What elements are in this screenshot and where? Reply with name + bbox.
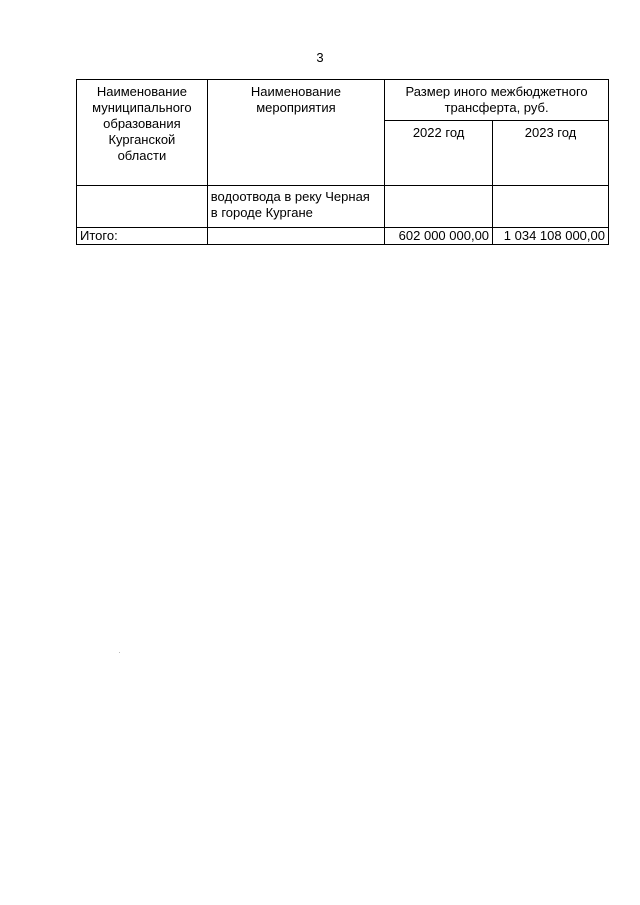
header-municipality-line: образования <box>103 116 181 131</box>
header-event-line: мероприятия <box>256 100 336 115</box>
total-event <box>207 228 384 245</box>
header-year-2023: 2023 год <box>493 121 609 186</box>
cell-event-line: в городе Кургане <box>210 205 313 220</box>
header-transfer-line: трансферта, руб. <box>444 100 549 115</box>
header-event-line: Наименование <box>250 84 342 99</box>
total-label: Итого: <box>77 228 208 245</box>
total-row <box>77 228 609 245</box>
total-value-2022: 602 000 000,00 <box>385 228 493 245</box>
cell-event-line: водоотвода в реку Черная <box>210 189 370 204</box>
header-municipality-line: муниципального <box>92 100 192 115</box>
header-municipality-line: Наименование <box>96 84 187 99</box>
cell-municipality <box>77 186 208 228</box>
transfer-table <box>76 79 609 245</box>
cell-value-2022 <box>385 186 493 228</box>
header-year-2022: 2022 год <box>385 121 493 186</box>
header-row-top <box>77 80 609 121</box>
header-municipality <box>77 80 208 186</box>
cell-value-2023 <box>493 186 609 228</box>
header-municipality-line: области <box>117 148 167 163</box>
header-transfer-size <box>385 80 609 121</box>
page-number: 3 <box>316 50 324 65</box>
table-row <box>77 186 609 228</box>
cell-event <box>207 186 384 228</box>
header-transfer-line: Размер иного межбюджетного <box>405 84 588 99</box>
header-event <box>207 80 384 186</box>
header-municipality-line: Курганской <box>108 132 176 147</box>
total-value-2023: 1 034 108 000,00 <box>493 228 609 245</box>
scan-speck <box>119 652 120 653</box>
